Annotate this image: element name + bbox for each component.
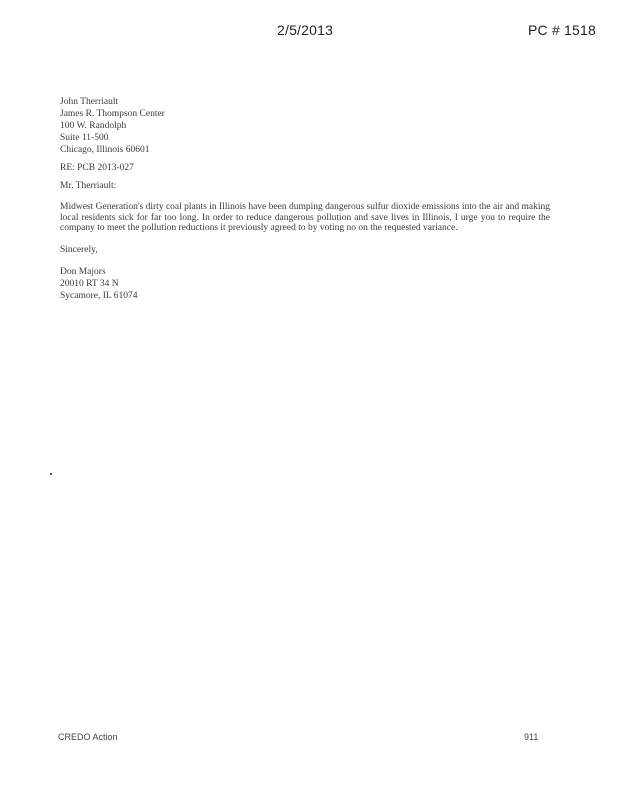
recipient-city: Chicago, Illinois 60601	[60, 145, 150, 155]
footer-page-number: 911	[524, 732, 539, 742]
sender-city: Sycamore, IL 61074	[60, 290, 138, 301]
recipient-name: John Therriault	[60, 97, 119, 107]
closing: Sincerely,	[60, 244, 98, 255]
recipient-address	[60, 96, 550, 156]
body-paragraph: Midwest Generation's dirty coal plants in Illinois have been dumping dangerous sulfur dioxide emissions into the air and making local residents sick for far too long. In order to reduce dangerous pollution and save lives in Illinois, I urge you to require the company to meet the pollution reductions it previously agreed to by voting no on the requested variance.	[60, 202, 550, 233]
sender-name: Don Majors	[60, 266, 106, 277]
salutation: Mr. Therriault:	[60, 181, 117, 191]
recipient-building: James R. Thompson Center	[60, 109, 165, 119]
sender-address	[60, 266, 550, 302]
re-line: RE: PCB 2013-027	[60, 163, 134, 173]
recipient-street: 100 W. Randolph	[60, 121, 127, 131]
letter-body	[60, 96, 550, 302]
recipient-suite: Suite 11-500	[60, 133, 109, 143]
scan-speck	[50, 473, 52, 475]
header-pc-number: PC # 1518	[528, 22, 596, 38]
footer-source: CREDO Action	[58, 732, 118, 742]
header-date: 2/5/2013	[277, 22, 334, 38]
sender-street: 20010 RT 34 N	[60, 278, 119, 289]
